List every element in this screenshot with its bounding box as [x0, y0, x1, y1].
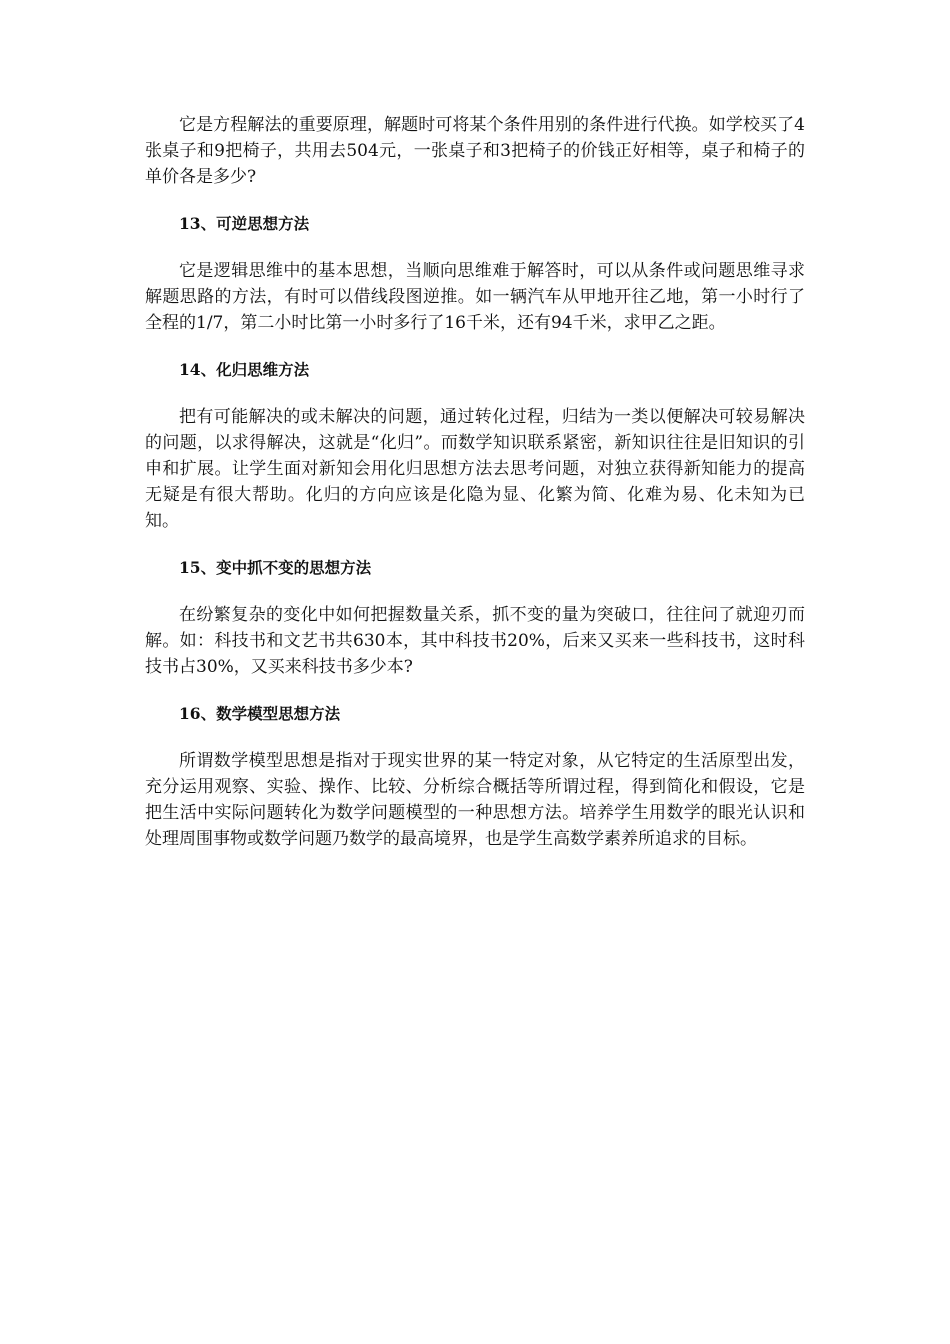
section-paragraph-15: 在纷繁复杂的变化中如何把握数量关系，抓不变的量为突破口，往往问了就迎刃而解。如：科技书和文艺书共630本，其中科技书20%，后来又买来一些科技书，这时科技书占30%，又买来科技书多少本?: [145, 605, 805, 677]
section-paragraph-14: 把有可能解决的或未解决的问题，通过转化过程，归结为一类以便解决可较易解决的问题，以求得解决，这就是“化归”。而数学知识联系紧密，新知识往往是旧知识的引申和扩展。让学生面对新知会用化归思想方法去思考问题，对独立获得新知能力的提高无疑是有很大帮助。化归的方向应该是化隐为显、化繁为简、化难为易、化未知为已知。: [145, 407, 805, 531]
section-heading-16: 16、数学模型思想方法: [179, 704, 341, 723]
section-heading-15: 15、变中抓不变的思想方法: [179, 558, 372, 577]
section-paragraph-16: 所谓数学模型思想是指对于现实世界的某一特定对象，从它特定的生活原型出发，充分运用观察、实验、操作、比较、分析综合概括等所谓过程，得到简化和假设，它是把生活中实际问题转化为数学问题模型的一种思想方法。培养学生用数学的眼光认识和处理周围事物或数学问题乃数学的最高境界，也是学生高数学素养所追求的目标。: [145, 751, 805, 849]
document-page: [145, 112, 805, 852]
section-heading-14: 14、化归思维方法: [179, 360, 310, 379]
section-heading-13: 13、可逆思想方法: [179, 214, 310, 233]
section-paragraph-13: 它是逻辑思维中的基本思想，当顺向思维难于解答时，可以从条件或问题思维寻求解题思路的方法，有时可以借线段图逆推。如一辆汽车从甲地开往乙地，第一小时行了全程的1/7，第二小时比第一小时多行了16千米，还有94千米，求甲乙之距。: [145, 261, 805, 333]
intro-paragraph: 它是方程解法的重要原理，解题时可将某个条件用别的条件进行代换。如学校买了4张桌子和9把椅子，共用去504元，一张桌子和3把椅子的价钱正好相等，桌子和椅子的单价各是多少?: [145, 115, 805, 187]
